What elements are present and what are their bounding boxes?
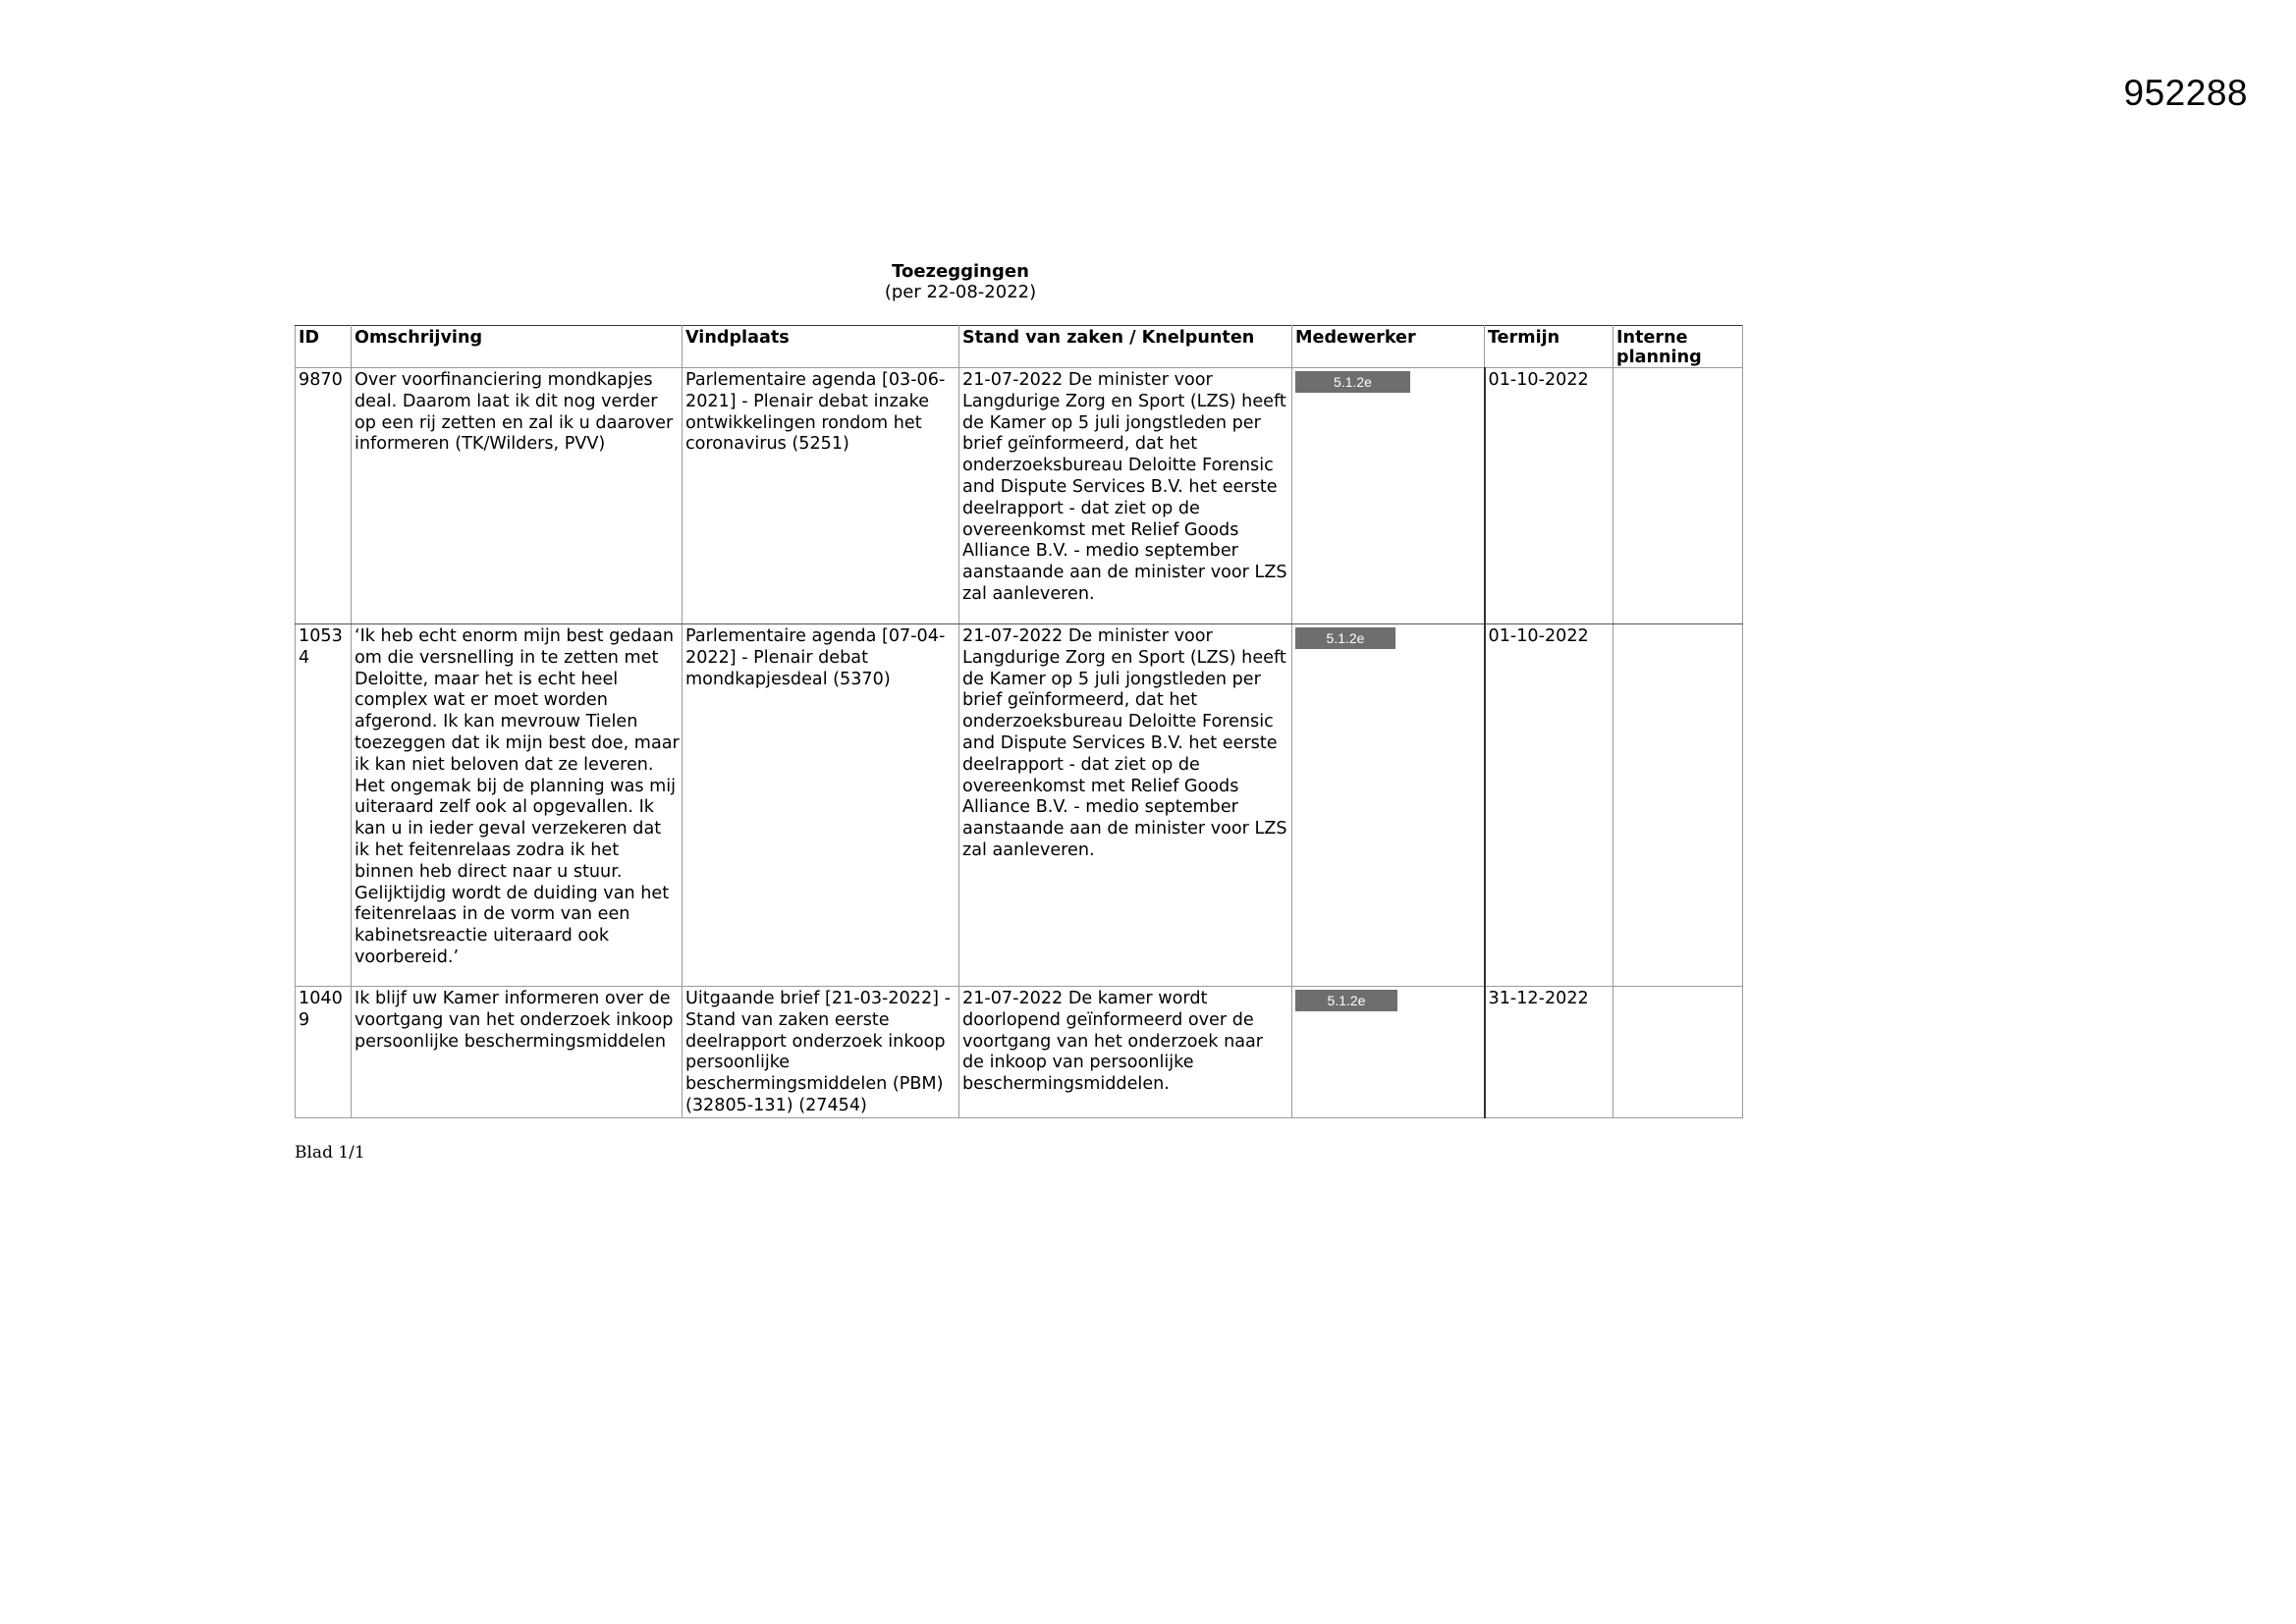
redaction-box: 5.1.2e (1295, 627, 1395, 649)
cell-termijn: 01-10-2022 (1485, 368, 1613, 624)
table-row (296, 368, 1743, 624)
document-subtitle: (per 22-08-2022) (884, 282, 1037, 302)
cell-interne-planning (1613, 368, 1743, 624)
cell-termijn: 01-10-2022 (1485, 624, 1613, 987)
redaction-box: 5.1.2e (1295, 990, 1397, 1011)
page-footer: Blad 1/1 (295, 1143, 365, 1163)
table-row (296, 987, 1743, 1118)
cell-interne-planning (1613, 624, 1743, 987)
cell-omschrijving: Ik blijf uw Kamer informeren over de voortgang van het onderzoek inkoop persoonlijke beschermingsmiddelen (352, 987, 683, 1118)
cell-medewerker (1292, 368, 1485, 624)
cell-omschrijving: Over voorfinanciering mondkapjes deal. Daarom laat ik dit nog verder op een rij zetten en zal ik u daarover informeren (TK/Wilders, PVV) (352, 368, 683, 624)
cell-medewerker (1292, 987, 1485, 1118)
header-stand-van-zaken: Stand van zaken / Knelpunten (959, 326, 1292, 368)
header-interne-planning: Interne planning (1613, 326, 1743, 368)
table-header-row (296, 326, 1743, 368)
cell-vindplaats: Parlementaire agenda [03-06-2021] - Plenair debat inzake ontwikkelingen rondom het coronavirus (5251) (683, 368, 959, 624)
header-omschrijving: Omschrijving (352, 326, 683, 368)
redaction-box: 5.1.2e (1295, 371, 1410, 393)
cell-stand-van-zaken: 21-07-2022 De minister voor Langdurige Zorg en Sport (LZS) heeft de Kamer op 5 juli jongstleden per brief geïnformeerd, dat het onderzoeksbureau Deloitte Forensic and Dispute Services B.V. het eerste deelrapport - dat ziet op de overeenkomst met Relief Goods Alliance B.V. - medio september aanstaande aan de minister voor LZS zal aanleveren. (959, 624, 1292, 987)
header-termijn: Termijn (1485, 326, 1613, 368)
cell-vindplaats: Uitgaande brief [21-03-2022] - Stand van zaken eerste deelrapport onderzoek inkoop persoonlijke beschermingsmiddelen (PBM) (32805-131) (27454) (683, 987, 959, 1118)
cell-id: 9870 (296, 368, 352, 624)
cell-stand-van-zaken: 21-07-2022 De minister voor Langdurige Zorg en Sport (LZS) heeft de Kamer op 5 juli jongstleden per brief geïnformeerd, dat het onderzoeksbureau Deloitte Forensic and Dispute Services B.V. het eerste deelrapport - dat ziet op de overeenkomst met Relief Goods Alliance B.V. - medio september aanstaande aan de minister voor LZS zal aanleveren. (959, 368, 1292, 624)
cell-omschrijving: ‘Ik heb echt enorm mijn best gedaan om die versnelling in te zetten met Deloitte, maar het is echt heel complex wat er moet worden afgerond. Ik kan mevrouw Tielen toezeggen dat ik mijn best doe, maar ik kan niet beloven dat ze leveren. Het ongemak bij de planning was mij uiteraard zelf ook al opgevallen. Ik kan u in ieder geval verzekeren dat ik het feitenrelaas zodra ik het binnen heb direct naar u stuur. Gelijktijdig wordt de duiding van het feitenrelaas in de vorm van een kabinetsreactie uiteraard ook voorbereid.’ (352, 624, 683, 987)
header-vindplaats: Vindplaats (683, 326, 959, 368)
cell-interne-planning (1613, 987, 1743, 1118)
title-block (786, 261, 1135, 302)
cell-termijn: 31-12-2022 (1485, 987, 1613, 1118)
header-medewerker: Medewerker (1292, 326, 1485, 368)
cell-vindplaats: Parlementaire agenda [07-04-2022] - Plenair debat mondkapjesdeal (5370) (683, 624, 959, 987)
cell-stand-van-zaken: 21-07-2022 De kamer wordt doorlopend geïnformeerd over de voortgang van het onderzoek naar de inkoop van persoonlijke beschermingsmiddelen. (959, 987, 1292, 1118)
header-id: ID (296, 326, 352, 368)
commitments-table (295, 325, 1743, 1118)
table-row (296, 624, 1743, 987)
cell-id: 10409 (296, 987, 352, 1118)
cell-medewerker (1292, 624, 1485, 987)
document-title: Toezeggingen (892, 261, 1029, 282)
document-number: 952288 (2123, 73, 2248, 113)
cell-id: 10534 (296, 624, 352, 987)
